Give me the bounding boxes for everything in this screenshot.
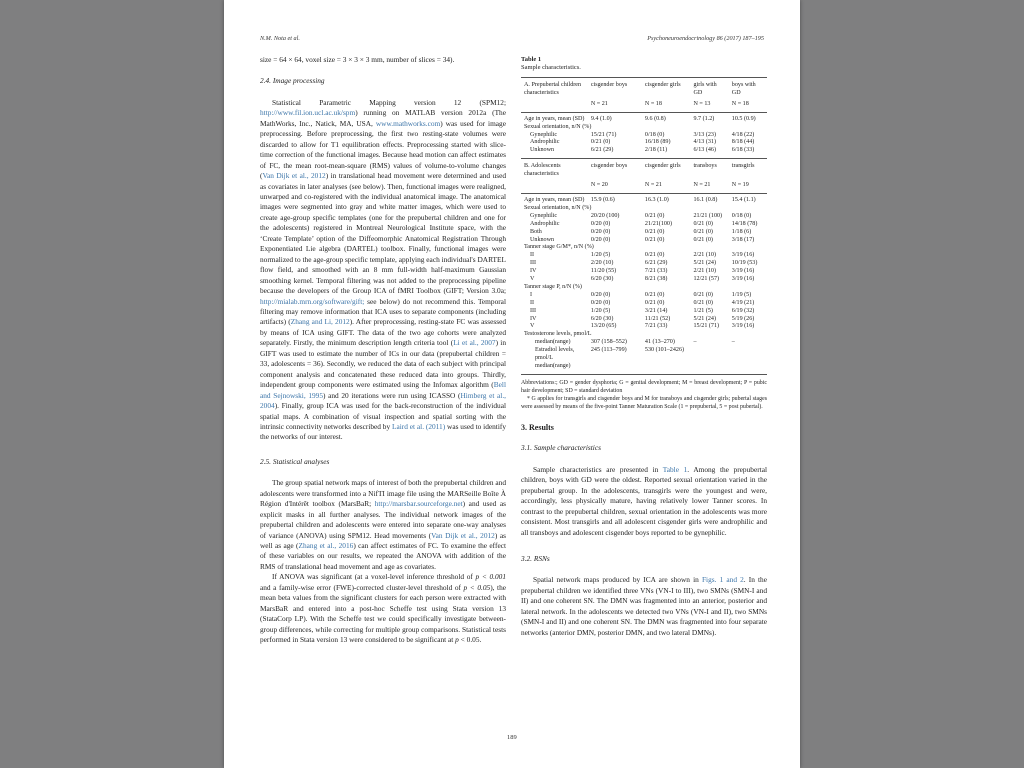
table-cell: 0/20 (0) xyxy=(590,236,611,243)
table-row-label: Estradiol levels, pmol/L median(range) xyxy=(535,347,575,369)
table-cell: 7/21 (33) xyxy=(644,323,668,330)
table-cell: 0/21 (0) xyxy=(644,212,665,219)
table-n-cell: N = 21 xyxy=(644,182,662,189)
table-cell: 3/19 (16) xyxy=(731,323,755,330)
table-cell: 6/13 (46) xyxy=(693,147,716,154)
table-row xyxy=(521,339,767,347)
section-heading-2-4: 2.4. Image processing xyxy=(260,76,325,86)
table-cell: 3/21 (14) xyxy=(644,307,668,314)
table-cell: 6/21 (29) xyxy=(590,147,614,154)
table-row xyxy=(521,139,767,147)
table-footnote-star: * G applies for transgirls and cisgender boys and M for transboys and cisgender girls; pubertal stages were assessed by means of the five-point Tanner Maturation Scale (1 = prepubertal, 5 = post pubertal). xyxy=(521,395,767,410)
table-row-label: V xyxy=(530,323,535,330)
table-cell: 0/18 (0) xyxy=(644,131,665,138)
table-cell: 0/21 (0) xyxy=(693,228,713,235)
table-row xyxy=(521,124,767,132)
table-row xyxy=(521,323,767,331)
table-header-row xyxy=(521,78,767,98)
table-row xyxy=(521,347,767,371)
citation-link[interactable]: Van Dijk et al., 2012 xyxy=(262,171,326,181)
table-column-header: cisgender girls xyxy=(642,159,691,179)
section-heading-3-1: 3.1. Sample characteristics xyxy=(521,443,601,453)
table-row-label: V xyxy=(530,276,535,283)
table-cell: 0/20 (0) xyxy=(590,228,611,235)
citation-link[interactable]: Himberg et al., 2004 xyxy=(260,390,507,411)
table-n-cell xyxy=(521,98,588,112)
paragraph-rsns: Spatial network maps produced by ICA are shown in Figs. 1 and 2. In the prepubertal children we identified three VNs (VN-I to III), two SMNs (SMN-I and II) and one coherent SN. The DMN was fragmented into an anterior, posterior and lateral network. In the adolescents we detected two VNs (VN-I and II), two SMNs (SMN-I and II) and one coherent SN. The DMN was fragmented into four separate networks (anterior DMN, posterior DMN, and two lateral DMNs). xyxy=(521,575,767,637)
table-row-label: Age in years, mean (SD) xyxy=(521,193,588,204)
table-n-cell: N = 21 xyxy=(590,100,608,107)
table-row-label: Unknown xyxy=(530,147,555,154)
table-sample-characteristics xyxy=(521,77,767,375)
table-cell: 12/21 (57) xyxy=(693,276,720,283)
figure-reference-link[interactable]: Figs. 1 and 2 xyxy=(701,575,744,585)
table-column-header: cisgender boys xyxy=(588,78,642,98)
table-cell: 3/13 (23) xyxy=(693,131,716,138)
section-heading-2-5: 2.5. Statistical analyses xyxy=(260,456,330,466)
table-row-label: Tanner stage G/M*, n/N (%) xyxy=(524,244,594,251)
table-row xyxy=(521,132,767,140)
table-row xyxy=(521,229,767,237)
table-cell: 7/21 (33) xyxy=(644,268,668,275)
table-cell: 3/19 (16) xyxy=(731,268,755,275)
table-row xyxy=(521,252,767,260)
table-column-header: cisgender girls xyxy=(642,78,691,98)
table-row xyxy=(521,244,767,252)
table-row-label: Gynephilic xyxy=(530,131,558,138)
table-cell: 2/21 (10) xyxy=(693,268,716,275)
section-heading-3-2: 3.2. RSNs xyxy=(521,553,550,563)
table-row-label: Tanner stage P, n/N (%) xyxy=(524,283,582,290)
link-marsbar[interactable]: http://marsbar.sourceforge.net xyxy=(374,499,463,509)
left-column xyxy=(260,55,506,646)
table-row-label: Androphilic xyxy=(530,220,560,227)
table-row-label: Age in years, mean (SD) xyxy=(521,112,588,123)
table-column-header: transboys xyxy=(690,159,728,179)
paragraph-sample-characteristics: Sample characteristics are presented in Table 1. Among the prepubertal children, boys with GD were the oldest. Reported sexual orientation varied in the prepubertal group. In the adolescents, transgirls were the youngest and were, accordingly, less physically mature, having relatively lower Tanner scores. In contrast to the prepubertal children, sexual orientation in the adolescents was more consistent. Most transgirls and all adolescent cisgender girls were androphilic and all transboys and adolescent cisgender boys reported to be gynephilic. xyxy=(521,464,767,537)
table-cell: 5/21 (24) xyxy=(693,315,716,322)
table-cell: 11/20 (55) xyxy=(590,268,617,275)
table-n-row xyxy=(521,179,767,193)
table-n-row xyxy=(521,98,767,112)
table-row xyxy=(521,205,767,213)
table-cell: 6/18 (33) xyxy=(731,147,755,154)
table-row xyxy=(521,193,767,204)
table-cell: 4/18 (22) xyxy=(731,131,755,138)
table-row-label: median(range) xyxy=(535,339,571,346)
table-caption: Sample characteristics. xyxy=(521,64,581,71)
table-cell: 0/20 (0) xyxy=(590,299,611,306)
table-cell: 0/21 (0) xyxy=(644,228,665,235)
table-cell: 1/19 (5) xyxy=(731,291,752,298)
table-column-header: boys with GD xyxy=(729,78,767,98)
table-n-cell: N = 18 xyxy=(731,100,749,107)
table-cell: 0/21 (0) xyxy=(693,299,713,306)
table-row xyxy=(521,292,767,300)
table-row xyxy=(521,112,767,123)
table-row xyxy=(521,316,767,324)
table-reference-link[interactable]: Table 1 xyxy=(662,464,688,474)
table-n-cell xyxy=(521,179,588,193)
table-cell: 9.4 (1.0) xyxy=(588,112,642,123)
table-cell: 13/20 (65) xyxy=(590,323,617,330)
table-row xyxy=(521,260,767,268)
page-number: 189 xyxy=(507,734,517,741)
table-cell: 1/18 (6) xyxy=(731,228,752,235)
citation-link[interactable]: Bell and Sejnowski, 1995 xyxy=(260,380,506,400)
citation-link[interactable]: Laird et al. (2011) xyxy=(392,421,446,431)
table-row-label: Sexual orientation, n/N (%) xyxy=(524,123,592,130)
table-cell: 2/18 (11) xyxy=(644,147,668,154)
table-cell: 1/20 (5) xyxy=(590,252,611,259)
table-cell: 4/19 (21) xyxy=(731,299,755,306)
table-cell: 21/21 (100) xyxy=(693,212,723,219)
running-header-journal: Psychoneuroendocrinology 86 (2017) 187–195 xyxy=(647,35,764,42)
citation-link[interactable]: Li et al., 2007 xyxy=(453,338,496,348)
table-cell xyxy=(690,347,728,371)
citation-link[interactable]: Zhang et al., 2016 xyxy=(298,541,354,551)
table-cell: 0/21 (0) xyxy=(693,236,713,243)
table-footnote-abbreviations: Abbreviations:; GD = gender dysphoria; G = genital development; M = breast development; P = pubic hair development; SD = standard deviation xyxy=(521,379,767,394)
table-cell: 16.1 (0.8) xyxy=(690,193,728,204)
table-cell: 10.5 (0.9) xyxy=(729,112,767,123)
table-cell xyxy=(729,347,767,371)
table-cell: 11/21 (52) xyxy=(644,315,671,322)
table-cell: 5/21 (24) xyxy=(693,260,716,267)
table-cell: – xyxy=(693,339,697,346)
table-n-cell: N = 19 xyxy=(731,182,749,189)
table-row xyxy=(521,147,767,155)
table-cell: 0/21 (0) xyxy=(644,236,665,243)
table-row-label: III xyxy=(530,307,537,314)
table-cell: 16.3 (1.0) xyxy=(642,193,691,204)
table-cell: 6/19 (32) xyxy=(731,307,755,314)
table-cell: 15.4 (1.1) xyxy=(729,193,767,204)
table-cell: 8/21 (38) xyxy=(644,276,668,283)
table-row xyxy=(521,276,767,284)
table-cell: 3/19 (16) xyxy=(731,252,755,259)
table-cell: 15/21 (71) xyxy=(693,323,720,330)
table-column-header: girls with GD xyxy=(690,78,728,98)
table-row-label: I xyxy=(530,291,533,298)
right-column xyxy=(521,56,767,638)
table-row-label: IV xyxy=(530,268,537,275)
table-cell: 10/19 (53) xyxy=(731,260,758,267)
table-cell: 9.7 (1.2) xyxy=(690,112,728,123)
table-cell: – xyxy=(731,339,735,346)
table-n-cell: N = 13 xyxy=(693,100,711,107)
table-row-label: Gynephilic xyxy=(530,212,558,219)
table-cell: 245 (113–799) xyxy=(590,347,627,354)
table-row xyxy=(521,221,767,229)
table-cell: 8/18 (44) xyxy=(731,139,755,146)
citation-link[interactable]: Van Dijk et al., 2012 xyxy=(431,530,495,540)
table-row-label: Both xyxy=(530,228,542,235)
table-cell: 0/21 (0) xyxy=(644,291,665,298)
table-label: Table 1 xyxy=(521,56,542,63)
table-row xyxy=(521,300,767,308)
pdf-page xyxy=(224,0,800,768)
table-cell: 14/18 (78) xyxy=(731,220,758,227)
section-heading-3: 3. Results xyxy=(521,422,554,432)
table-row-label: III xyxy=(530,260,537,267)
running-header-authors: N.M. Nota et al. xyxy=(260,35,300,42)
table-column-header: cisgender boys xyxy=(588,159,642,179)
table-cell: 20/20 (100) xyxy=(590,212,620,219)
paragraph-statistical-analyses-2: If ANOVA was significant (at a voxel-level inference threshold of p < 0.001 and a family-wise error (FWE)-corrected cluster-level threshold of p < 0.05), the mean beta values from the significant clusters for each person were extracted with MarsBaR and entered into a post-hoc Scheffe test using Stata version 13 (StataCorp LP). With the Scheffe test we could specifically investigate between-group differences, while correcting for multiple group comparisons. Statistical tests performed in Stata version 13 were considered to be significant at p < 0.05. xyxy=(260,572,507,645)
table-row-label: IV xyxy=(530,315,537,322)
table-column-header: transgirls xyxy=(729,159,767,179)
table-cell: 307 (158–552) xyxy=(590,339,627,346)
table-cell: 3/18 (17) xyxy=(731,236,755,243)
table-cell: 5/19 (26) xyxy=(731,315,755,322)
table-row xyxy=(521,268,767,276)
table-cell: 0/18 (0) xyxy=(731,212,752,219)
table-cell: 9.6 (0.8) xyxy=(642,112,691,123)
table-cell: 6/20 (30) xyxy=(590,276,614,283)
table-cell: 15.9 (0.6) xyxy=(588,193,642,204)
table-cell: 1/20 (5) xyxy=(590,307,611,314)
table-row xyxy=(521,213,767,221)
paragraph-statistical-analyses-1: The group spatial network maps of interest of both the prepubertal children and adolescents were transformed into a NifTI image file using the MARSeille Boîte À Région d'Intérêt toolbox (MarsBaR; http://marsbar.sourceforge.net) and used as explicit masks in all further analyses. The individual network images of the prepubertal children and adolescents were entered into separate one-way analyses of variance (ANOVA) using SPM12. Head movements (Van Dijk et al., 2012) as well as age (Zhang et al., 2016) can affect estimates of FC. To examine the effect of these variables on our results, we repeated the ANOVA with addition of the RMS of translational head movement and age as covariates. xyxy=(260,478,507,571)
table-cell: 0/21 (0) xyxy=(644,252,665,259)
table-cell: 3/19 (16) xyxy=(731,276,755,283)
table-row-label: Testosterone levels, pmol/L xyxy=(524,331,592,338)
table-row-label: II xyxy=(530,299,535,306)
table-row-label: Androphilic xyxy=(530,139,560,146)
table-cell: 0/21 (0) xyxy=(644,299,665,306)
table-cell: 0/21 (0) xyxy=(590,139,611,146)
table-row-label: Unknown xyxy=(530,236,555,243)
table-cell: 21/21(100) xyxy=(644,220,673,227)
table-section-title: A. Prepubertal children characteristics xyxy=(521,78,588,98)
table-row xyxy=(521,308,767,316)
table-cell: 16/18 (89) xyxy=(644,139,671,146)
table-cell: 0/20 (0) xyxy=(590,291,611,298)
table-cell: 0/21 (0) xyxy=(693,220,713,227)
link-gift[interactable]: http://mialab.mrn.org/software/gift; xyxy=(260,296,365,306)
intro-line: size = 64 × 64, voxel size = 3 × 3 × 3 mm, number of slices = 34). xyxy=(260,55,455,64)
link-mathworks[interactable]: www.mathworks.com xyxy=(375,118,441,128)
citation-link[interactable]: Zhang and Li, 2012 xyxy=(290,317,350,327)
table-cell: 4/13 (31) xyxy=(693,139,716,146)
table-n-cell: N = 20 xyxy=(590,182,608,189)
table-section-title: B. Adolescents characteristics xyxy=(521,159,588,179)
table-cell: 0/20 (0) xyxy=(590,220,611,227)
table-n-cell: N = 21 xyxy=(693,182,711,189)
table-row xyxy=(521,284,767,292)
table-cell: 1/21 (5) xyxy=(693,307,713,314)
table-cell: 2/20 (10) xyxy=(590,260,614,267)
link-spm[interactable]: http://www.fil.ion.ucl.ac.uk/spm xyxy=(260,108,356,118)
table-n-cell: N = 18 xyxy=(644,100,662,107)
paragraph-image-processing: Statistical Parametric Mapping version 12 (SPM12; http://www.fil.ion.ucl.ac.uk/spm) running on MATLAB version 2012a (The MathWorks, Inc., Natick, MA, USA, www.mathworks.com) was used for image preprocessing. Before preprocessing, the first two resting-state volumes were discarded to allow for T1 equilibration effects. Preprocessing started with slice-time correction of the functional images. Because head motion can affect estimates of FC, the mean root-mean-square (RMS) values of volume-to-volume changes (Van Dijk et al., 2012) in translational head movement were determined and used as covariates in later analyses (see below). Then, functional images were realigned, unwarped and co-registered with the individual anatomical image. The anatomical images were segmented into gray and white matter images, which were used to create age-group specific templates (one for the prepubertal children and one for the adolescents) registered in Montreal Neurological Institute space, with the ‘Create Template’ option of the Diffeomorphic Anatomical Registration Through Exponentiated Lie algebra (DARTEL) toolbox. Finally, functional images were normalized to the age-group specific template, applying each individual's DARTEL flow field, and smoothed with an 8 mm full-width half-maximum Gaussian smoothing kernel. Temporal filtering was not added to the preprocessing pipeline because the developers of the Group ICA of fMRI Toolbox (GIFT; Version 3.0a; http://mialab.mrn.org/software/gift; see below) do not recommend this. Temporal filtering may remove information that ICA uses to separate components (including artifacts) (Zhang and Li, 2012). After preprocessing, resting-state FC was assessed by means of ICA using GIFT. The data of the two age cohorts were analyzed separately. Firstly, the minimum description length criteria tool (Li et al., 2007) in GIFT was used to estimate the number of ICs in our data (prepubertal children = 33, adolescents = 36). Secondly, we reduced the data of each subject with principal component analysis and concatenated these reduced data into groups. Thirdly, independent group components were estimated using the Infomax algorithm (Bell and Sejnowski, 1995) and 20 iterations were run using ICASSO (Himberg et al., 2004). Finally, group ICA was used for the back-reconstruction of the individual spatial maps. A combination of visual inspection and spatial sorting with the intrinsic connectivity networks described by Laird et al. (2011) was used to identify the networks of our interest. xyxy=(260,97,507,442)
table-cell: 6/21 (29) xyxy=(644,260,668,267)
table-cell: 530 (101–2426) xyxy=(644,347,685,354)
table-cell: 15/21 (71) xyxy=(590,131,617,138)
table-row-label: Sexual orientation, n/N (%) xyxy=(524,204,592,211)
table-cell: 2/21 (10) xyxy=(693,252,716,259)
table-row-label: II xyxy=(530,252,535,259)
table-cell: 6/20 (30) xyxy=(590,315,614,322)
table-cell: 0/21 (0) xyxy=(693,291,713,298)
table-header-row xyxy=(521,159,767,179)
table-cell: 41 (13–270) xyxy=(644,339,675,346)
